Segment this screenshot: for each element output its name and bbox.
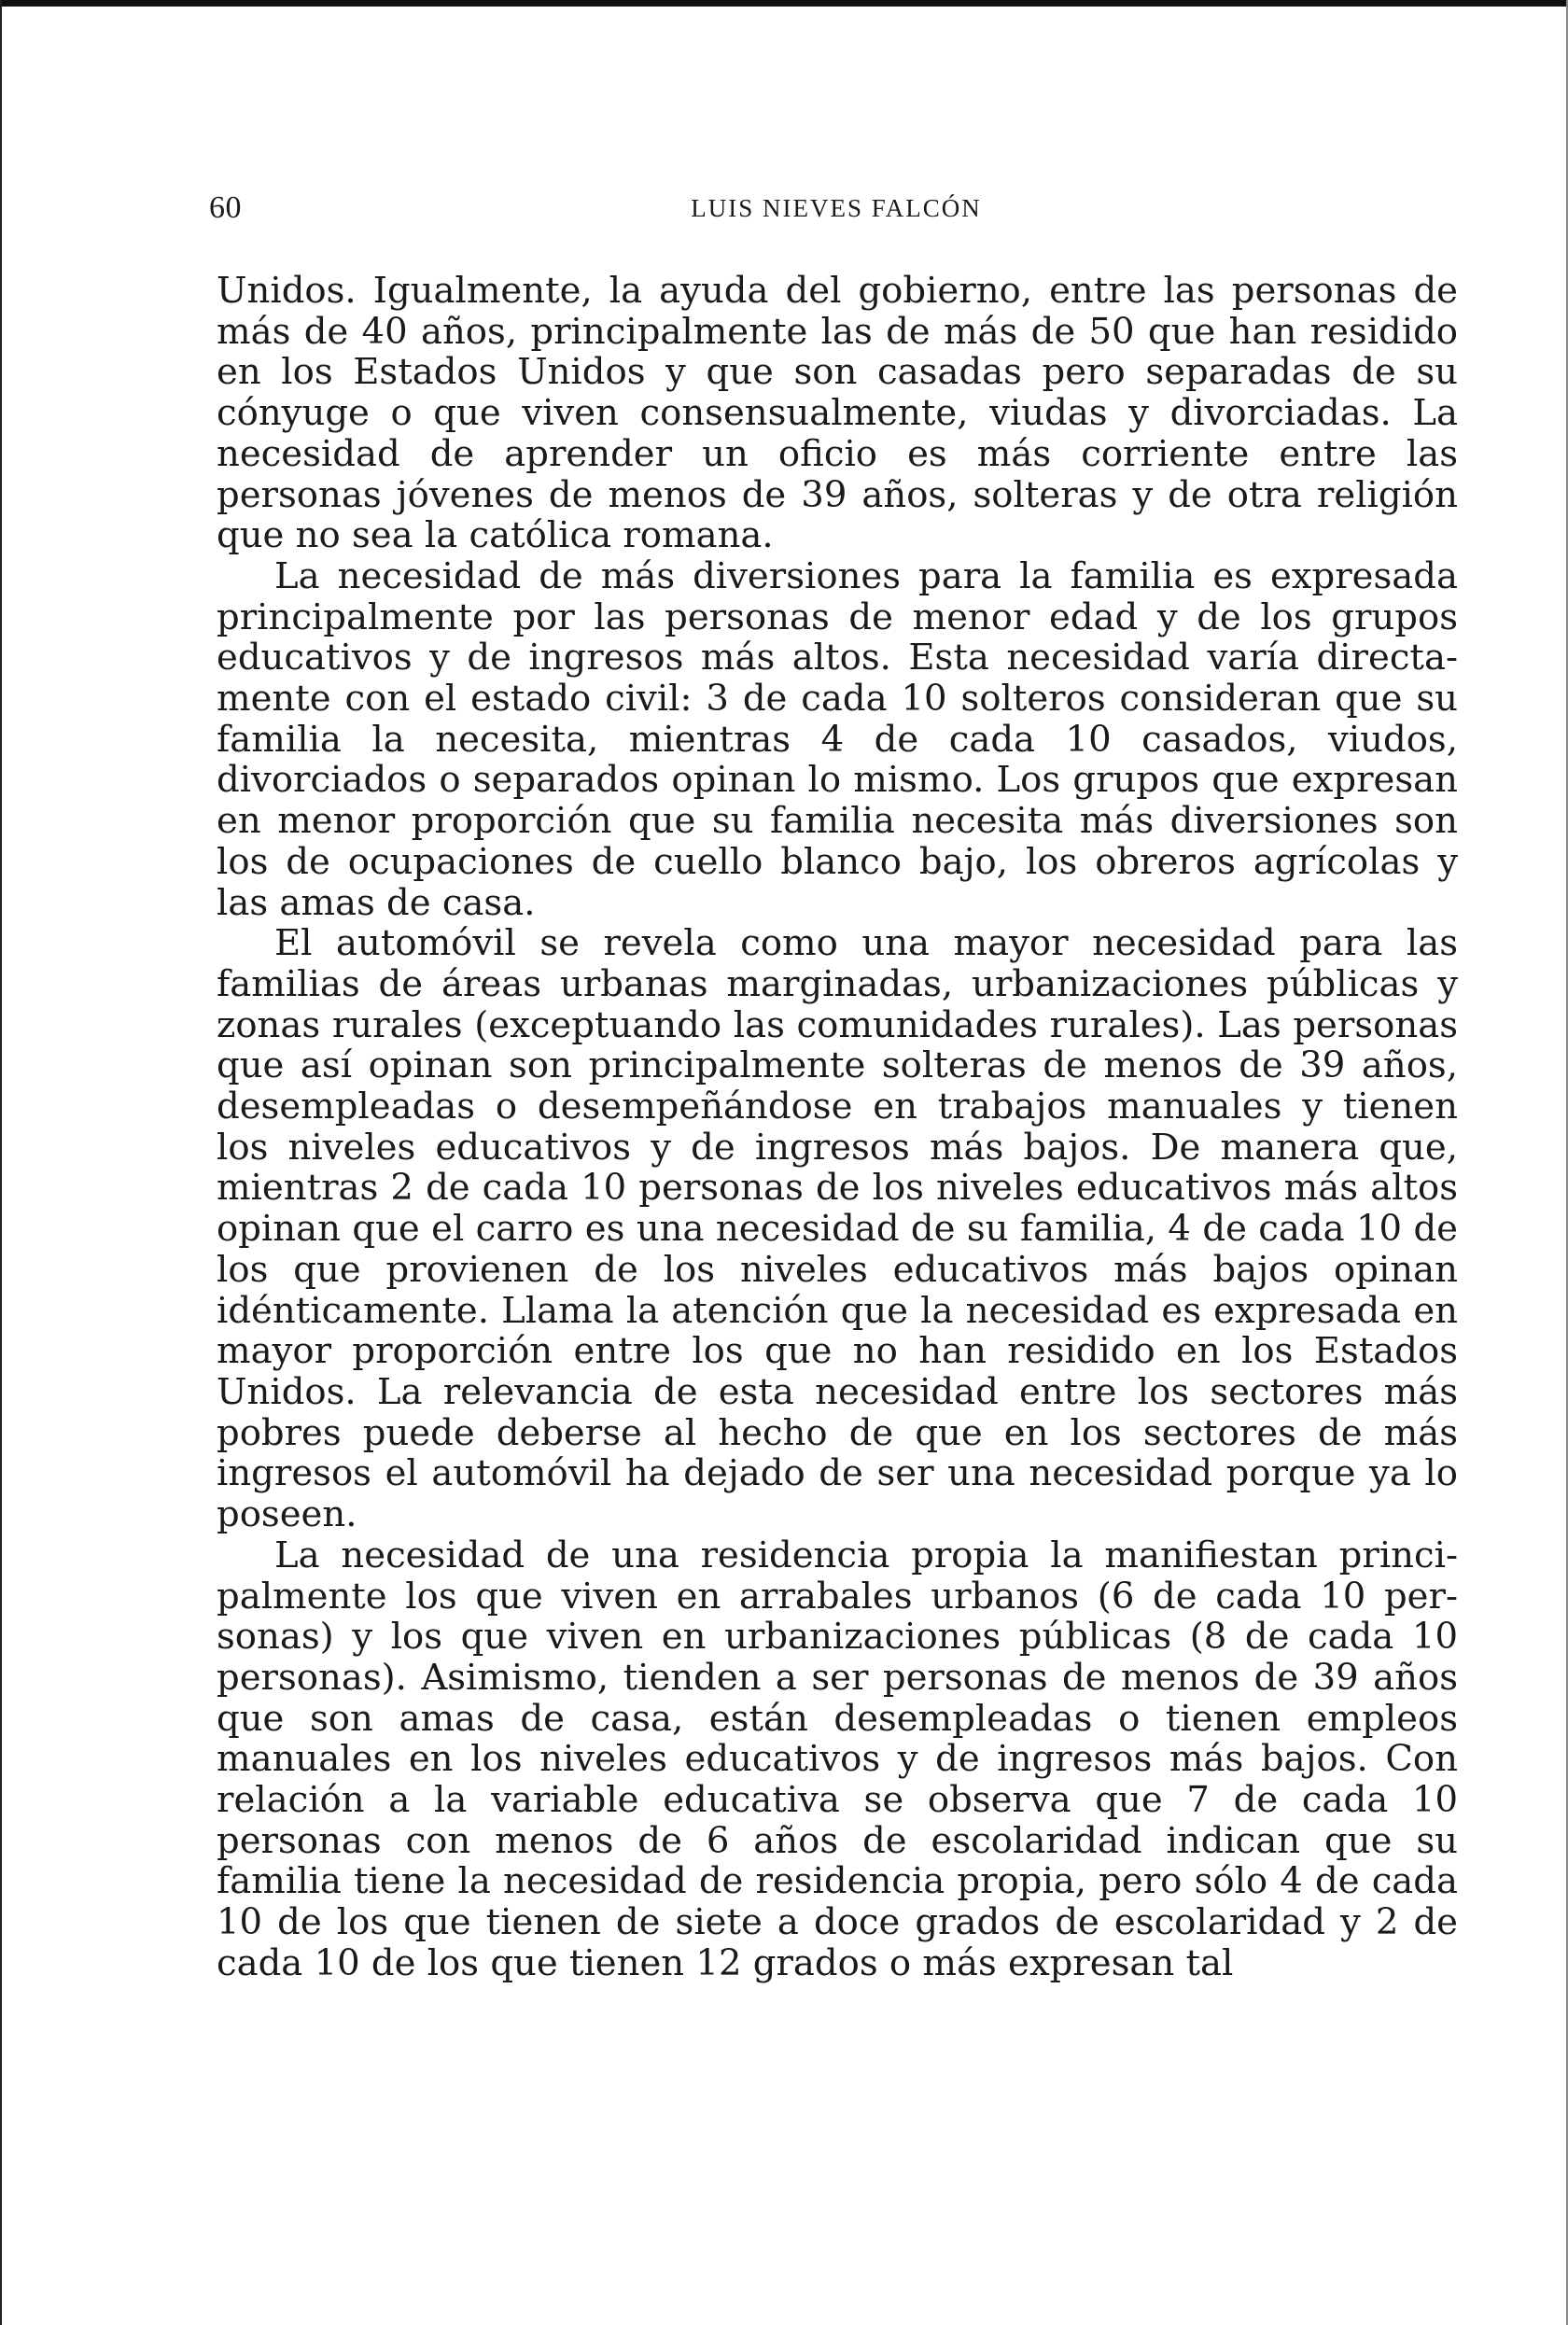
page-number: 60 [209, 190, 242, 225]
paragraph-1: Unidos. Igualmente, la ayuda del gobierno, entre las personas de más de 40 años, principalmente las de más de 50 que han residido en los Estados Unidos y que son casadas pero separadas de su cónyuge o que viven consensualmente, viudas y divorciadas. La necesidad de aprender un oficio es más corriente entre las personas jóvenes de menos de 39 años, solteras y de otra religión que no sea la católica romana. [217, 270, 1458, 557]
page-left-border [0, 0, 2, 2325]
paragraph-2: La necesidad de más diversiones para la familia es expresada principalmente por las personas de menor edad y de los grupos educativos y de ingresos más altos. Esta necesidad varía directamente con el estado civil: 3 de cada 10 solteros consideran que su familia la necesita, mientras 4 de cada 10 casados, viudos, divorciados o separados opinan lo mismo. Los grupos que expresan en menor proporción que su familia necesita más diversiones son los de ocupaciones de cuello blanco bajo, los obreros agrícolas y las amas de casa. [217, 554, 1458, 924]
body-text [217, 271, 1458, 1984]
paragraph-4: La necesidad de una residencia propia la manifiestan principalmente los que viven en arrabales urbanos (6 de cada 10 personas) y los que viven en urbanizaciones públicas (8 de cada 10 personas). Asimismo, tienden a ser personas de menos de 39 años que son amas de casa, están desempleadas o tienen empleos manuales en los niveles educativos y de ingresos más bajos. Con relación a la variable educativa se observa que 7 de cada 10 personas con menos de 6 años de escolaridad indican que su familia tiene la necesidad de residencia propia, pero sólo 4 de cada 10 de los que tienen de siete a doce grados de escolaridad y 2 de cada 10 de los que tienen 12 grados o más expresan tal [217, 1534, 1458, 1984]
running-head [209, 190, 1463, 231]
paragraph-3: El automóvil se revela como una mayor necesidad para las familias de áreas urbanas marginadas, urbanizaciones públicas y zonas rurales (exceptuando las comunidades rurales). Las personas que así opinan son principalmente solteras de menos de 39 años, desempleadas o desempeñándose en trabajos manuales y tienen los niveles educativos y de ingresos más bajos. De manera que, mientras 2 de cada 10 personas de los niveles educativos más altos opinan que el carro es una necesidad de su familia, 4 de cada 10 de los que provienen de los niveles educativos más bajos opinan idénticamente. Llama la atención que la necesidad es expresada en mayor proporción entre los que no han residido en los Estados Unidos. La relevancia de esta necesidad entre los sectores más pobres puede deberse al hecho de que en los sectores de más ingresos el automóvil ha dejado de ser una necesidad porque ya lo poseen. [217, 922, 1458, 1536]
page-top-border [0, 0, 1568, 7]
running-title: LUIS NIEVES FALCÓN [691, 194, 982, 222]
